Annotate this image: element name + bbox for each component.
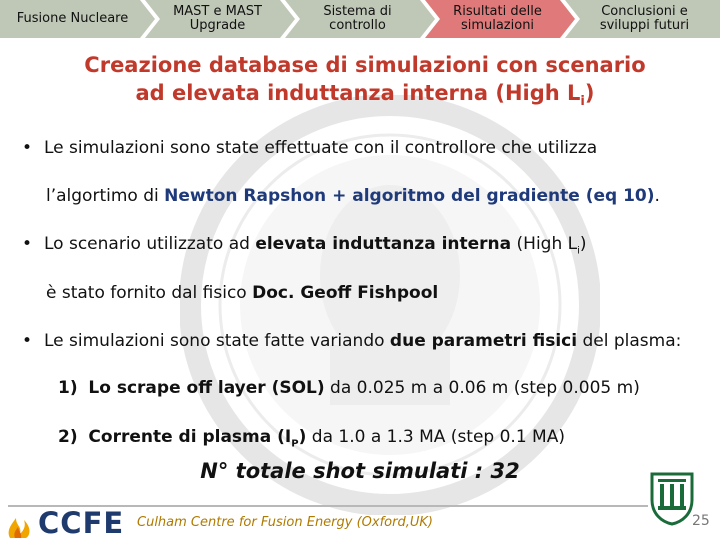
nav-item-risultati[interactable] xyxy=(430,0,565,38)
parameter-range: da 1.0 a 1.3 MA (step 0.1 MA) xyxy=(306,427,565,447)
item-number: 2) xyxy=(58,427,78,447)
nav-item-label: MAST e MAST Upgrade xyxy=(173,4,262,33)
parameter-name: Corrente di plasma (I xyxy=(88,427,292,447)
nav-item-label: Fusione Nucleare xyxy=(16,11,129,26)
text: è stato fornito dal fisico xyxy=(46,283,253,303)
slide-title xyxy=(20,51,710,116)
bullet-3-line-1 xyxy=(44,330,681,352)
numbered-item-1 xyxy=(58,377,640,399)
parameter-range: da 0.025 m a 0.06 m (step 0.005 m) xyxy=(324,378,640,398)
text: del plasma: xyxy=(577,331,682,351)
text: l’algortimo di xyxy=(46,186,165,206)
nav-item-label: Risultati delle simulazioni xyxy=(453,4,542,33)
title-line-2-main: ad elevata induttanza interna (High L xyxy=(135,81,581,105)
text: Lo scenario utilizzato ad xyxy=(44,234,256,254)
emphasis: elevata induttanza interna xyxy=(255,234,512,254)
title-line-1: Creazione database di simulazioni con scenario xyxy=(84,53,646,77)
numbered-item-2 xyxy=(58,426,565,455)
parameter-name: Lo scrape off layer (SOL) xyxy=(88,378,325,398)
title-line-2-end: ) xyxy=(584,81,595,105)
parameter-name-end: ) xyxy=(298,427,307,447)
bullet-1-line-2 xyxy=(46,185,660,207)
title-subscript: i xyxy=(580,94,585,110)
text: (High L xyxy=(511,234,578,254)
method-highlight: Newton Rapshon + algoritmo del gradiente (eq 10) xyxy=(164,186,655,206)
bullet-dot: • xyxy=(22,234,33,254)
culham-centre-label: Culham Centre for Fusion Energy (Oxford,UK) xyxy=(137,515,433,530)
nav-item-fusione-nucleare[interactable] xyxy=(0,0,145,38)
nav-item-label: Conclusioni e sviluppi futuri xyxy=(599,4,690,33)
nav-item-mast[interactable] xyxy=(150,0,285,38)
subscript: P xyxy=(291,438,299,450)
nav-item-label: Sistema di controllo xyxy=(323,4,392,33)
total-shots: N° totale shot simulati : 32 xyxy=(200,459,520,483)
physicist-name: Doc. Geoff Fishpool xyxy=(252,283,439,303)
bullet-dot: • xyxy=(22,331,33,351)
nav-item-sistema-controllo[interactable] xyxy=(290,0,425,38)
title-line-2 xyxy=(20,79,710,116)
bullet-1-line-1: Le simulazioni sono state effettuate con il controllore che utilizza xyxy=(44,138,598,158)
university-shield-icon xyxy=(648,470,696,526)
section-navigation xyxy=(0,0,720,38)
nav-item-conclusioni[interactable] xyxy=(572,0,717,38)
text: . xyxy=(654,186,660,206)
ccfe-logo-text: CCFE xyxy=(38,506,125,540)
subscript: i xyxy=(577,245,580,257)
item-number: 1) xyxy=(58,378,78,398)
bullet-2-line-1 xyxy=(44,233,587,262)
text: Le simulazioni sono state fatte variando xyxy=(44,331,390,351)
bullet-dot: • xyxy=(22,138,33,158)
page-number: 25 xyxy=(692,513,710,529)
text: ) xyxy=(579,234,587,254)
bullet-2-line-2 xyxy=(46,282,438,304)
emphasis: due parametri fisici xyxy=(389,331,578,351)
